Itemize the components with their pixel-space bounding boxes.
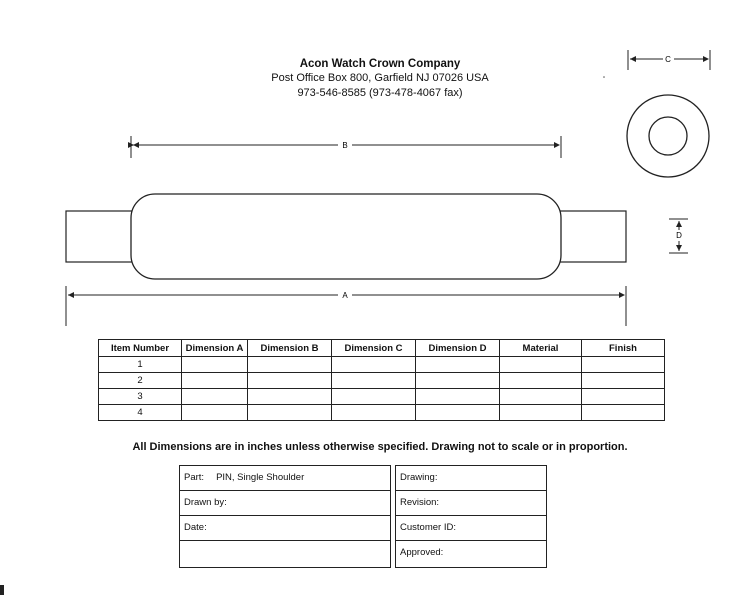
cell-material bbox=[500, 357, 582, 373]
part-label: Part: bbox=[184, 472, 205, 483]
dimension-b-label: B bbox=[342, 141, 348, 150]
revision-label: Revision: bbox=[400, 497, 440, 508]
dimension-c-label: C bbox=[665, 55, 671, 64]
date-row bbox=[180, 516, 390, 541]
dimensions-note: All Dimensions are in inches unless otherwise specified. Drawing not to scale or in proportion. bbox=[132, 441, 628, 453]
header-dimension-c: Dimension C bbox=[332, 340, 416, 357]
header-item-number: Item Number bbox=[99, 340, 182, 357]
header-dimension-a: Dimension A bbox=[182, 340, 248, 357]
item-number: 1 bbox=[99, 357, 182, 373]
title-block-left bbox=[179, 465, 391, 568]
dimension-a bbox=[66, 286, 626, 326]
revision-row bbox=[396, 491, 546, 516]
approved-row bbox=[396, 541, 546, 566]
item-number: 4 bbox=[99, 405, 182, 421]
cell-dimension-d bbox=[416, 357, 500, 373]
cell-finish bbox=[582, 357, 665, 373]
approved-label: Approved: bbox=[400, 547, 444, 558]
cell-dimension-c bbox=[332, 389, 416, 405]
cell-dimension-b bbox=[248, 405, 332, 421]
drawing-label: Drawing: bbox=[400, 472, 438, 483]
cell-material bbox=[500, 405, 582, 421]
cell-dimension-c bbox=[332, 373, 416, 389]
part-row bbox=[180, 466, 390, 491]
cell-material bbox=[500, 389, 582, 405]
cell-dimension-a bbox=[182, 405, 248, 421]
drawing-row bbox=[396, 466, 546, 491]
header-dimension-d: Dimension D bbox=[416, 340, 500, 357]
cell-finish bbox=[582, 389, 665, 405]
part-value: PIN, Single Shoulder bbox=[216, 472, 305, 483]
dimension-d-label: D bbox=[676, 231, 682, 240]
header-dimension-b: Dimension B bbox=[248, 340, 332, 357]
cell-material bbox=[500, 373, 582, 389]
table-row bbox=[99, 405, 665, 421]
dimension-d bbox=[669, 219, 688, 253]
cell-dimension-c bbox=[332, 405, 416, 421]
customer-id-row bbox=[396, 516, 546, 541]
cell-dimension-c bbox=[332, 357, 416, 373]
date-label: Date: bbox=[184, 522, 207, 533]
title-block-right bbox=[395, 465, 547, 568]
cell-dimension-a bbox=[182, 357, 248, 373]
item-number: 3 bbox=[99, 389, 182, 405]
table-header-row bbox=[99, 340, 665, 357]
company-phone: 973-546-8585 (973-478-4067 fax) bbox=[297, 87, 463, 99]
pin-side-view bbox=[66, 194, 626, 279]
drawn-by-label: Drawn by: bbox=[184, 497, 227, 508]
cell-dimension-b bbox=[248, 357, 332, 373]
item-number: 2 bbox=[99, 373, 182, 389]
table-row bbox=[99, 373, 665, 389]
cell-dimension-b bbox=[248, 373, 332, 389]
cell-dimension-d bbox=[416, 373, 500, 389]
cell-dimension-a bbox=[182, 373, 248, 389]
company-name: Acon Watch Crown Company bbox=[299, 58, 461, 70]
customer-id-label: Customer ID: bbox=[400, 522, 456, 533]
cell-finish bbox=[582, 373, 665, 389]
dimension-c bbox=[628, 50, 710, 70]
cell-dimension-d bbox=[416, 389, 500, 405]
cell-dimension-a bbox=[182, 389, 248, 405]
header-finish: Finish bbox=[582, 340, 665, 357]
dimension-b bbox=[131, 136, 561, 158]
blank-row bbox=[180, 541, 390, 566]
table-row bbox=[99, 389, 665, 405]
scan-mark bbox=[0, 585, 4, 595]
pin-end-view bbox=[627, 95, 709, 177]
company-address: Post Office Box 800, Garfield NJ 07026 USA bbox=[271, 72, 489, 84]
dimension-a-label: A bbox=[342, 291, 348, 300]
cell-dimension-b bbox=[248, 389, 332, 405]
table-row bbox=[99, 357, 665, 373]
specification-table bbox=[98, 339, 665, 421]
header-material: Material bbox=[500, 340, 582, 357]
cell-finish bbox=[582, 405, 665, 421]
cell-dimension-d bbox=[416, 405, 500, 421]
drawn-by-row bbox=[180, 491, 390, 516]
